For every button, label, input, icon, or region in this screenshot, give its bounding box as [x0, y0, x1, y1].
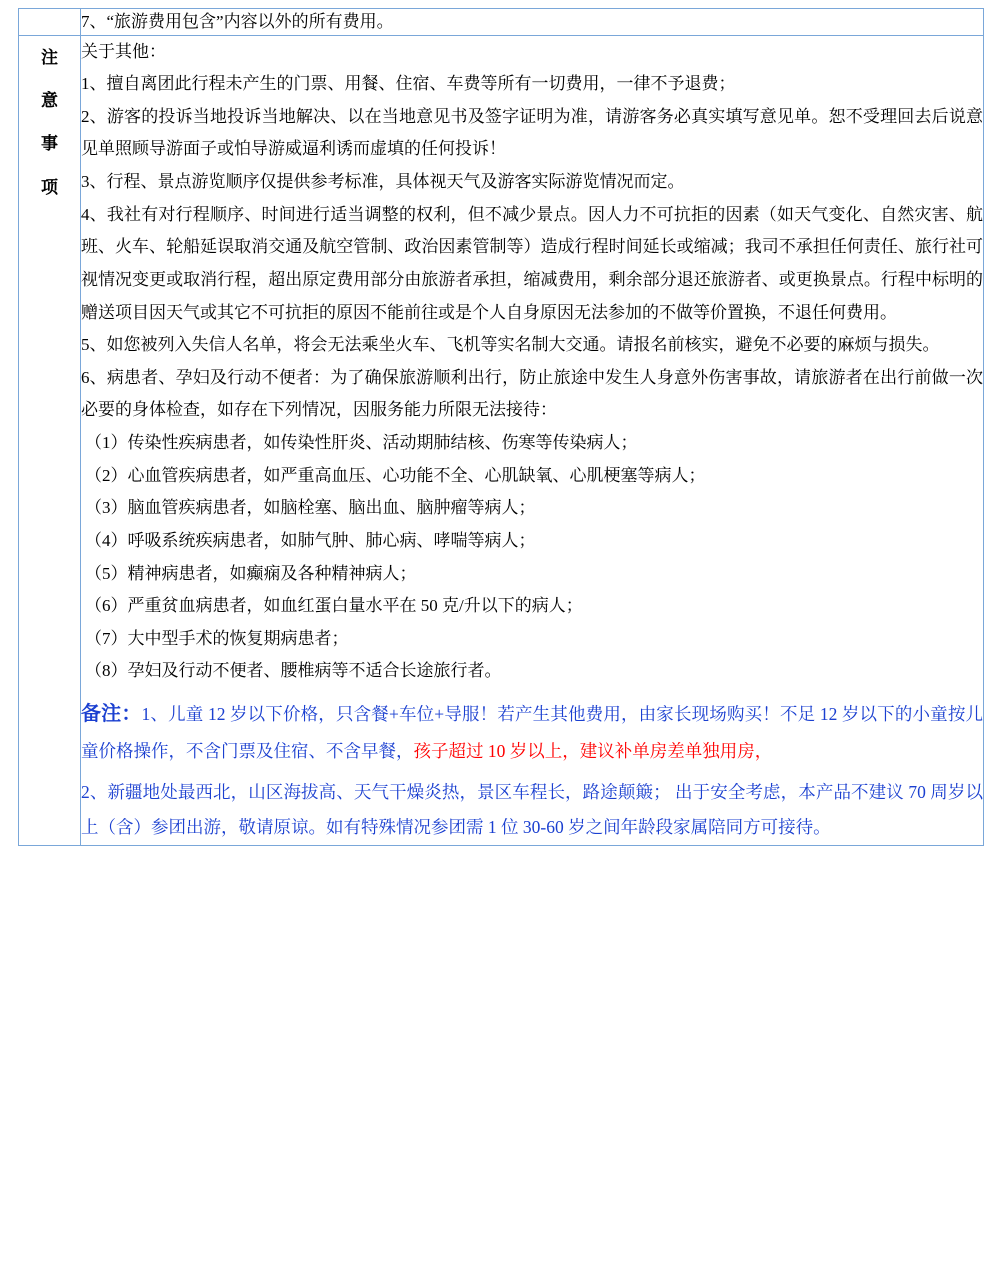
note-subitem-1: （1）传染性疾病患者，如传染性肝炎、活动期肺结核、伤寒等传染病人；: [85, 433, 638, 452]
label-char-1: 注: [41, 47, 58, 67]
remark-1-highlight: 孩子超过 10 岁以上，建议补单房差单独用房，: [413, 741, 773, 761]
note-subitem-7: （7）大中型手术的恢复期病患者；: [85, 628, 349, 648]
note-item-3: 3、行程、景点游览顺序仅提供参考标准，具体视天气及游客实际游览情况而定。: [81, 172, 685, 191]
notes-label-text: [19, 36, 80, 209]
note-item-4: 4、我社有对行程顺序、时间进行适当调整的权利，但不减少景点。因人力不可抗拒的因素（如天气变化、自然灾害、航班、火车、轮船延误取消交通及航空管制、政治因素管制等）造成行程时间延长或缩减；我司不承担任何责任、旅行社可视情况变更或取消行程，超出原定费用部分由旅游者承担，缩减费用，剩余部分退还旅游者、或更换景点。行程中标明的赠送项目因天气或其它不可抗拒的原因不能前往或是个人自身原因无法参加的不做等价置换，不退任何费用。: [81, 204, 983, 322]
notes-label-cell: [19, 35, 81, 846]
note-item-2: 2、游客的投诉当地投诉当地解决、以在当地意见书及签字证明为准，请游客务必真实填写意见单。恕不受理回去后说意见单照顾导游面子或怕导游威逼利诱而虚填的任何投诉！: [81, 106, 983, 159]
label-char-4: 项: [41, 177, 58, 197]
note-subitem-3: （3）脑血管疾病患者，如脑栓塞、脑出血、脑肿瘤等病人；: [85, 498, 536, 518]
note-subitem-6: （6）严重贫血病患者，如血红蛋白量水平在 50 克/升以下的病人；: [85, 596, 583, 616]
table-row: [19, 35, 984, 846]
label-char-3: 事: [41, 134, 58, 154]
notes-body-cell: [81, 35, 984, 846]
note-subitem-2: （2）心血管疾病患者，如严重高血压、心功能不全、心肌缺氧、心肌梗塞等病人；: [85, 465, 706, 485]
remark-paragraph-1: [81, 694, 983, 769]
note-item-6: 6、病患者、孕妇及行动不便者：为了确保旅游顺利出行，防止旅途中发生人身意外伤害事故，请旅游者在出行前做一次必要的身体检查，如存在下列情况，因服务能力所限无法接待：: [81, 367, 983, 420]
notes-heading: 关于其他：: [81, 41, 166, 61]
remark-paragraph-2: 2、新疆地处最西北，山区海拔高、天气干燥炎热，景区车程长，路途颠簸； 出于安全考虑，本产品不建议 70 周岁以上（含）参团出游，敬请原谅。如有特殊情况参团需 1 位 30-60 岁之间年龄段家属陪同方可接待。: [81, 782, 983, 837]
row1-label-cell: [19, 9, 81, 36]
note-subitem-8: （8）孕妇及行动不便者、腰椎病等不适合长途旅行者。: [85, 661, 502, 681]
notes-table: [18, 8, 984, 846]
remark-label: 备注：: [81, 703, 142, 725]
note-subitem-5: （5）精神病患者，如癫痫及各种精神病人；: [85, 563, 417, 583]
table-row: [19, 9, 984, 36]
row1-text-cell: 7、“旅游费用包含”内容以外的所有费用。: [81, 9, 984, 36]
remark-1-text: 1、儿童 12 岁以下价格，只含餐+车位+导服！若产生其他费用，由家长现场购买！不足 12 岁以下的小童按儿童价格操作，不含门票及住宿、不含早餐，: [81, 704, 983, 761]
label-char-2: 意: [41, 90, 58, 110]
note-item-1: 1、擅自离团此行程未产生的门票、用餐、住宿、车费等所有一切费用，一律不予退费；: [81, 74, 736, 94]
note-subitem-4: （4）呼吸系统疾病患者，如肺气肿、肺心病、哮喘等病人；: [85, 530, 536, 550]
note-item-5: 5、如您被列入失信人名单，将会无法乘坐火车、飞机等实名制大交通。请报名前核实，避免不必要的麻烦与损失。: [81, 335, 940, 355]
